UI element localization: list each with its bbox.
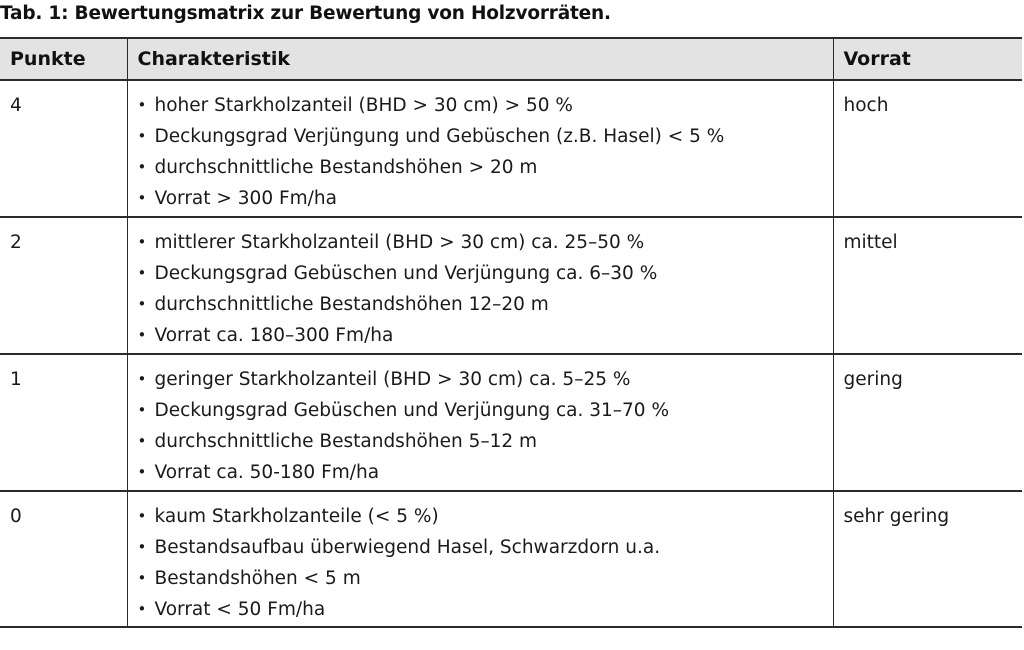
characteristic-cell [127, 491, 833, 627]
table-row [0, 80, 1022, 217]
list-item: • durchschnittliche Bestandshöhen > 20 m [138, 152, 823, 183]
stock-value: mittel [843, 232, 898, 253]
list-item: • Vorrat > 300 Fm/ha [138, 183, 823, 214]
rating-matrix-table [0, 37, 1022, 628]
list-item: • Bestandshöhen < 5 m [138, 563, 823, 594]
list-item: • Vorrat < 50 Fm/ha [138, 594, 823, 625]
stock-value: sehr gering [843, 506, 950, 527]
characteristic-cell [127, 354, 833, 491]
characteristic-list [138, 364, 823, 488]
stock-cell [833, 217, 1022, 354]
points-cell [0, 80, 127, 217]
list-item: • Deckungsgrad Verjüngung und Gebüschen (z.B. Hasel) < 5 % [138, 121, 823, 152]
characteristic-list [138, 90, 823, 214]
list-item: • Vorrat ca. 50-180 Fm/ha [138, 457, 823, 488]
points-cell [0, 491, 127, 627]
points-value: 0 [10, 506, 22, 527]
characteristic-list [138, 501, 823, 625]
list-item: • geringer Starkholzanteil (BHD > 30 cm) ca. 5–25 % [138, 364, 823, 395]
header-points: Punkte [0, 38, 127, 80]
list-item: • Deckungsgrad Gebüschen und Verjüngung ca. 31–70 % [138, 395, 823, 426]
points-value: 4 [10, 95, 22, 116]
table-row [0, 491, 1022, 627]
stock-cell [833, 80, 1022, 217]
stock-value: hoch [843, 95, 889, 116]
table-row [0, 217, 1022, 354]
characteristic-list [138, 227, 823, 351]
table-header-row [0, 38, 1022, 80]
points-value: 1 [10, 369, 22, 390]
list-item: • durchschnittliche Bestandshöhen 5–12 m [138, 426, 823, 457]
list-item: • durchschnittliche Bestandshöhen 12–20 m [138, 289, 823, 320]
list-item: • Deckungsgrad Gebüschen und Verjüngung ca. 6–30 % [138, 258, 823, 289]
stock-value: gering [843, 369, 903, 390]
list-item: • kaum Starkholzanteile (< 5 %) [138, 501, 823, 532]
list-item: • hoher Starkholzanteil (BHD > 30 cm) > 50 % [138, 90, 823, 121]
header-characteristic: Charakteristik [127, 38, 833, 80]
points-cell [0, 217, 127, 354]
table-row [0, 354, 1022, 491]
list-item: • Bestandsaufbau überwiegend Hasel, Schwarzdorn u.a. [138, 532, 823, 563]
points-value: 2 [10, 232, 22, 253]
stock-cell [833, 354, 1022, 491]
characteristic-cell [127, 217, 833, 354]
characteristic-cell [127, 80, 833, 217]
stock-cell [833, 491, 1022, 627]
header-stock: Vorrat [833, 38, 1022, 80]
table-caption: Tab. 1: Bewertungsmatrix zur Bewertung von Holzvorräten. [0, 3, 611, 24]
list-item: • mittlerer Starkholzanteil (BHD > 30 cm) ca. 25–50 % [138, 227, 823, 258]
list-item: • Vorrat ca. 180–300 Fm/ha [138, 320, 823, 351]
points-cell [0, 354, 127, 491]
